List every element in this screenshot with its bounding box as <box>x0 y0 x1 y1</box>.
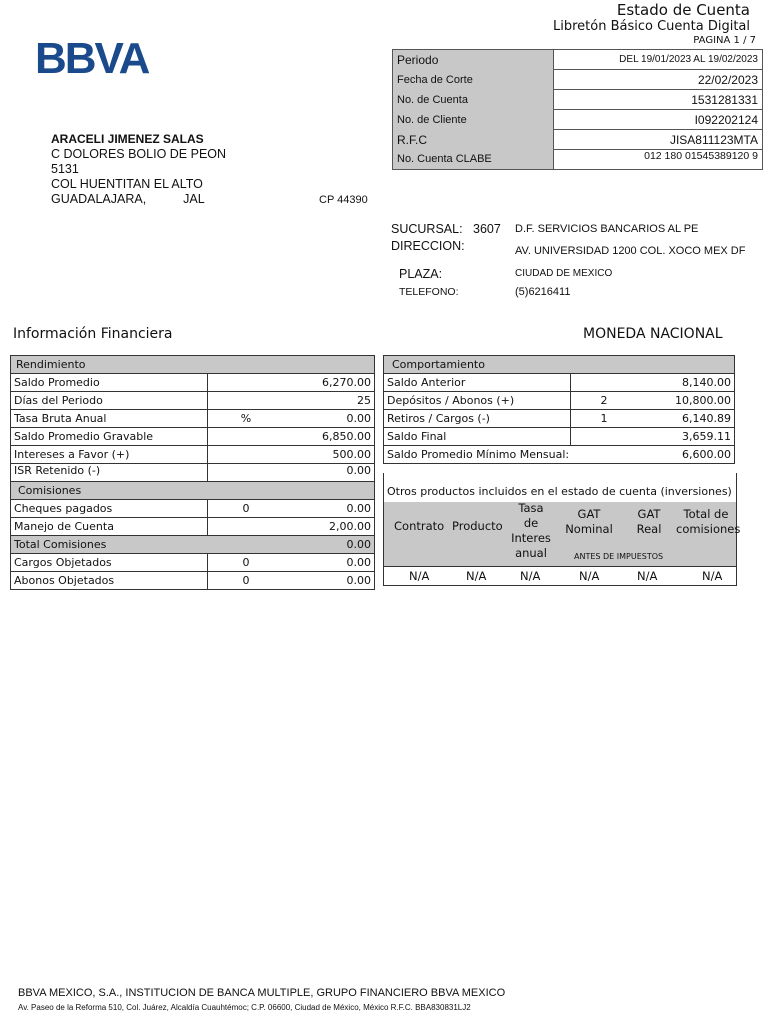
client-state: JAL <box>183 192 205 206</box>
row-value: 0.00 <box>284 464 375 482</box>
total-comisiones-row <box>11 536 375 554</box>
document-subtitle: Libretón Básico Cuenta Digital <box>553 19 750 34</box>
info-value: I092202124 <box>554 110 763 130</box>
client-address-line: COL HUENTITAN EL ALTO <box>51 177 203 191</box>
cell-producto: N/A <box>466 569 487 583</box>
rendimiento-header-row <box>11 356 375 374</box>
row-value: 3,659.11 <box>637 428 735 446</box>
currency-title: MONEDA NACIONAL <box>583 326 723 342</box>
cell-gat-nominal: N/A <box>579 569 600 583</box>
info-label: No. de Cuenta <box>393 90 554 110</box>
row-mid: 1 <box>571 410 638 428</box>
col-gat-real-line: GAT <box>637 507 661 521</box>
bbva-logo-icon <box>35 36 165 80</box>
telefono-value: (5)6216411 <box>515 286 571 298</box>
row-value: 2,00.00 <box>284 518 375 536</box>
info-row-fecha-corte <box>393 70 763 90</box>
antes-de-impuestos: ANTES DE IMPUESTOS <box>574 552 664 561</box>
col-gat-real-line: Real <box>636 522 662 536</box>
client-address-line: C DOLORES BOLIO DE PEON <box>51 147 227 161</box>
client-city: GUADALAJARA, <box>51 192 147 206</box>
footer-legal-name: BBVA MEXICO, S.A., INSTITUCION DE BANCA MULTIPLE, GRUPO FINANCIERO BBVA MEXICO <box>18 987 506 999</box>
otros-productos-header <box>384 501 741 566</box>
comportamiento-header-row <box>384 356 735 374</box>
account-info-table <box>392 49 763 170</box>
info-label: R.F.C <box>393 130 554 150</box>
col-total-line: comisiones <box>676 522 741 536</box>
row-label: Días del Periodo <box>11 392 208 410</box>
footer-address: Av. Paseo de la Reforma 510, Col. Juárez, Alcaldía Cuauhtémoc; C.P. 06600, Ciudad de México, México R.F.C. BBA830831LJ2 <box>18 1003 471 1012</box>
row-value: 0.00 <box>284 500 375 518</box>
table-row <box>384 392 735 410</box>
row-value: 0.00 <box>284 410 375 428</box>
info-value: 22/02/2023 <box>554 70 763 90</box>
document-title: Estado de Cuenta <box>616 1 750 19</box>
table-row <box>11 518 375 536</box>
cell-total: N/A <box>702 569 723 583</box>
info-value: DEL 19/01/2023 AL 19/02/2023 <box>554 50 763 70</box>
otros-productos-row <box>384 566 736 585</box>
col-tasa <box>510 501 552 561</box>
client-address-line: 5131 <box>51 162 79 176</box>
row-mid <box>571 428 638 446</box>
row-label: ISR Retenido (-) <box>11 464 208 482</box>
table-row <box>11 500 375 518</box>
comportamiento-header: Comportamiento <box>384 356 735 374</box>
row-value: 6,600.00 <box>637 446 735 464</box>
total-comisiones-label: Total Comisiones <box>11 536 285 554</box>
sucursal-name: D.F. SERVICIOS BANCARIOS AL PE <box>515 223 699 235</box>
table-row <box>11 572 375 590</box>
info-value: 012 180 01545389120 9 <box>554 150 763 170</box>
logo-text: BBVA <box>35 36 149 80</box>
row-label: Intereses a Favor (+) <box>11 446 208 464</box>
row-label: Depósitos / Abonos (+) <box>384 392 571 410</box>
rendimiento-header: Rendimiento <box>11 356 375 374</box>
col-tasa-line: Tasa de <box>518 501 544 530</box>
col-total-line: Total de <box>683 507 729 521</box>
row-value: 6,140.89 <box>637 410 735 428</box>
bbva-logo <box>35 36 165 91</box>
row-mid: 0 <box>208 572 285 590</box>
row-label: Saldo Promedio Gravable <box>11 428 208 446</box>
info-label: Periodo <box>393 50 554 70</box>
col-producto: Producto <box>452 519 503 533</box>
otros-productos-title: Otros productos incluidos en el estado de cuenta (inversiones) <box>387 485 732 498</box>
row-value: 25 <box>284 392 375 410</box>
rendimiento-table <box>10 355 375 590</box>
row-value: 10,800.00 <box>637 392 735 410</box>
row-value: 6,270.00 <box>284 374 375 392</box>
table-row <box>384 410 735 428</box>
plaza-label: PLAZA: <box>399 267 443 281</box>
row-mid: 0 <box>208 500 285 518</box>
info-value: 1531281331 <box>554 90 763 110</box>
row-label: Saldo Promedio <box>11 374 208 392</box>
financial-info-title: Información Financiera <box>13 326 173 342</box>
row-mid <box>571 374 638 392</box>
info-label: No. Cuenta CLABE <box>393 150 554 170</box>
comisiones-header: Comisiones <box>11 482 375 500</box>
table-row <box>384 428 735 446</box>
row-label: Tasa Bruta Anual <box>11 410 208 428</box>
info-row-cuenta <box>393 90 763 110</box>
table-row <box>11 392 375 410</box>
col-gat-nominal-line: Nominal <box>565 522 613 536</box>
row-mid <box>208 518 285 536</box>
row-mid <box>208 428 285 446</box>
sucursal-number: 3607 <box>473 222 501 236</box>
sucursal-label: SUCURSAL: <box>391 222 463 236</box>
table-row <box>384 374 735 392</box>
row-label: Saldo Final <box>384 428 571 446</box>
plaza-value: CIUDAD DE MEXICO <box>515 268 613 279</box>
page-number: PAGINA 1 / 7 <box>693 35 756 46</box>
row-mid: 0 <box>208 554 285 572</box>
total-comisiones-value: 0.00 <box>284 536 375 554</box>
col-gat-real <box>632 507 666 537</box>
telefono-label: TELEFONO: <box>399 286 459 298</box>
cell-gat-real: N/A <box>637 569 658 583</box>
client-name: ARACELI JIMENEZ SALAS <box>51 132 204 146</box>
row-mid <box>208 464 285 482</box>
row-value: 0.00 <box>284 554 375 572</box>
table-row <box>11 554 375 572</box>
client-postal-code: CP 44390 <box>319 194 368 206</box>
otros-productos-block <box>383 473 741 586</box>
info-row-rfc <box>393 130 763 150</box>
info-row-clabe <box>393 150 763 170</box>
table-row <box>11 428 375 446</box>
comisiones-header-row <box>11 482 375 500</box>
cell-tasa: N/A <box>520 569 541 583</box>
col-total-comisiones <box>676 507 741 537</box>
col-tasa-line: Interes <box>511 531 551 545</box>
table-row <box>384 446 735 464</box>
row-label: Cargos Objetados <box>11 554 208 572</box>
info-value: JISA811123MTA <box>554 130 763 150</box>
row-mid <box>208 446 285 464</box>
info-row-periodo <box>393 50 763 70</box>
row-label: Abonos Objetados <box>11 572 208 590</box>
table-row <box>11 446 375 464</box>
cell-contrato: N/A <box>409 569 430 583</box>
row-label: Saldo Anterior <box>384 374 571 392</box>
row-value: 500.00 <box>284 446 375 464</box>
row-mid <box>208 374 285 392</box>
row-label: Manejo de Cuenta <box>11 518 208 536</box>
table-row <box>11 464 375 482</box>
col-gat-nominal <box>564 507 614 537</box>
info-label: Fecha de Corte <box>393 70 554 90</box>
row-label: Cheques pagados <box>11 500 208 518</box>
direccion-label: DIRECCION: <box>391 239 465 253</box>
row-value: 6,850.00 <box>284 428 375 446</box>
row-mid: 2 <box>571 392 638 410</box>
table-row <box>11 374 375 392</box>
row-mid <box>208 392 285 410</box>
row-label: Retiros / Cargos (-) <box>384 410 571 428</box>
col-contrato: Contrato <box>394 519 445 533</box>
col-tasa-line: anual <box>515 546 547 560</box>
row-value: 0.00 <box>284 572 375 590</box>
comportamiento-table <box>383 355 735 464</box>
info-row-cliente <box>393 110 763 130</box>
info-label: No. de Cliente <box>393 110 554 130</box>
row-mid: % <box>208 410 285 428</box>
direccion-value: AV. UNIVERSIDAD 1200 COL. XOCO MEX DF <box>515 245 746 257</box>
row-value: 8,140.00 <box>637 374 735 392</box>
row-label: Saldo Promedio Mínimo Mensual: <box>384 446 638 464</box>
table-row <box>11 410 375 428</box>
col-gat-nominal-line: GAT <box>577 507 601 521</box>
